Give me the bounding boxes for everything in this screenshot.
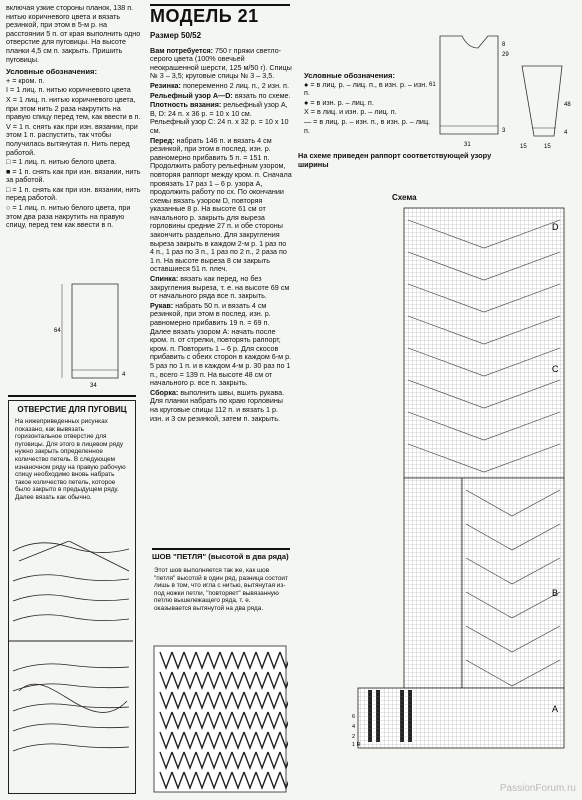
back-text: вязать как перед, но без закругления выреза, т. е. на высоте 69 см от начального ряда все п. закрыть. <box>150 274 290 301</box>
dim-front-neck: 8 <box>502 42 506 48</box>
buttonhole-box <box>8 400 136 794</box>
assembly-text: выполнить швы, вшить рукава. Для планки набрать по краю горловины на круговые спицы 112 п. и вязать 1 р. изн. и 3 см резинкой, затем п. закрыть. <box>150 387 285 423</box>
rib-label: Резинка: <box>150 80 181 90</box>
dim-sleeve-rib: 4 <box>564 130 568 136</box>
legend-item: + = кром. п. <box>6 75 45 85</box>
middle-column <box>150 6 292 424</box>
row-number: 2 <box>352 734 356 740</box>
chart-note: На схеме приведен раппорт соответствующей узору ширины <box>298 151 492 169</box>
divider <box>152 548 290 550</box>
knitting-chart <box>352 200 574 760</box>
legend-item: X = 1 лиц. п. нитью коричневого цвета, при этом нить 2 раза накрутить на правую спицу перед тем, как ввести в п. <box>6 94 141 122</box>
legend-item: ■ = 1 п. снять как при изн. вязании, нить за работой. <box>6 166 141 185</box>
assembly-label: Сборка: <box>150 387 179 397</box>
chart-label-a: A <box>552 704 559 714</box>
buttonhole-text: На нижеприведенных рисунках показано, как вывязать горизонтальное отверстие для пуговицы. Для этого в лицевом ряду нужно закрыть определенное количество петель. В следующем изнаночном ряду на правую рабочую спицу необходимо вновь набрать такое количество петель, которое было закрыто в предыдущем ряду. Далее вязать как обычно. <box>15 418 126 501</box>
needs-text: 750 г пряжи светло-серого цвета (100% овечьей неокрашенной шерсти, 125 м/50 г). Спицы № 3 – 3,5; круговые спицы № 3 – 3,5. <box>150 45 292 81</box>
relief-label: Рельефный узор А—D: <box>150 90 233 100</box>
row-number: 4 <box>352 724 356 730</box>
relief-text: вязать по схеме. <box>234 90 291 100</box>
dim-front-width: 31 <box>464 142 471 148</box>
legend-item: I = 1 лиц. п. нитью коричневого цвета <box>6 85 131 95</box>
legend2-item: ● = в изн. р. – лиц. п. <box>304 97 374 107</box>
loop-stitch-illustration <box>152 644 288 794</box>
back-schematic <box>52 280 132 390</box>
left-column <box>6 4 142 231</box>
density-text: рельефный узор A, B, D: 24 п. х 36 р. = 10 х 10 см. Рельефный узор С: 24 п. х 32 р. = 10 х 10 см. <box>150 100 289 135</box>
legend2-item: X = в лиц. и изн. р. – лиц. п. <box>304 107 397 117</box>
row-number: 1 R <box>352 742 361 748</box>
chart-label-c: C <box>552 364 559 374</box>
front-schematic <box>428 26 518 156</box>
sleeve-label: Рукав: <box>150 300 174 310</box>
buttonhole-illustration <box>9 541 133 791</box>
diagram-caption: Схема <box>392 193 417 202</box>
sleeve-schematic <box>514 26 582 156</box>
legend-item: V = 1 п. снять как при изн. вязании, при этом 1 п. распустить, так чтобы получилась вытянутая п. Нить перед работой. <box>6 121 138 157</box>
legend-title: Условные обозначения: <box>6 67 98 77</box>
row-number: 6 <box>352 714 356 720</box>
density-label: Плотность вязания: <box>150 100 222 110</box>
front-text: набрать 146 п. и вязать 4 см резинкой, при этом в послед. изн. р. равномерно прибавить 5 п. = 151 п. Продолжить работу рельефным узором, повторяя раппорт между кром. п. Сначала провязать 17 раз 1 – 6 р. узора А, продолжить работу по сх. По окончании схемы вязать узором D, повторяя указанные 8 р. На высоте 61 см от начального р. закрыть для выреза горловины средние 27 п. и обе стороны закончить раздельно. Для закругления выреза закрыть в каждом 2-м р. 1 раз по 4 п., 1 раз по 3 п., 1 раз по 2 п., 2 раза по 1 п. На высоте выреза 8 см закрыть оставшиеся 51 п. плеч. <box>150 135 292 274</box>
intro-text: включая узкие стороны планок, 138 п. нитью коричневого цвета и вязать резинкой, при этом в 5-м р. на расстоянии 5 п. от края выполнить одно отверстие для пуговицы. На высоте планки 4,5 см п. закрыть. Пришить пуговицы. <box>6 3 141 64</box>
front-label: Перед: <box>150 135 175 145</box>
dim-front-height: 61 <box>429 82 436 88</box>
loop-stitch-box <box>152 552 290 792</box>
rib-text: попеременно 2 лиц. п., 2 изн. п. <box>182 80 289 90</box>
dim-sleeve-top: 15 <box>520 144 527 150</box>
size-label: Размер 50/52 <box>150 31 202 40</box>
dim-front-top: 29 <box>502 52 509 58</box>
legend2-item: ● = в лиц. р. – лиц. п., в изн. р. – изн. п. <box>304 79 428 98</box>
footer-watermark: PassionForum.ru <box>499 783 576 794</box>
sleeve-text: набрать 50 п. и вязать 4 см резинкой, при этом в послед. изн. р. равномерно прибавить 19 п. = 69 п. Далее вязать узором А: начать после кром. п. от стрелки, повторять раппорт, кром. п. Повторить 1 – 6 р. Для скосов прибавить с обеих сторон в каждом 6-м р. 5 раз по 1 п. и в каждом 4-м р. 30 раз по 1 п., всего = 139 п. На высоте 48 см от начального р. все п. закрыть. <box>150 300 292 388</box>
back-label: Спинка: <box>150 274 179 284</box>
legend2-item: — = в лиц. р. – изн. п., в изн. р. – лиц. п. <box>304 116 431 135</box>
model-title: МОДЕЛЬ 21 <box>150 6 259 26</box>
legend2-title: Условные обозначения: <box>304 71 396 80</box>
chart-label-b: B <box>552 588 559 598</box>
buttonhole-title: ОТВЕРСТИЕ ДЛЯ ПУГОВИЦ <box>17 405 127 414</box>
dim-front-rib: 3 <box>502 128 506 134</box>
legend-item: □ = 1 лиц. п. нитью белого цвета. <box>6 157 117 167</box>
legend-item: ○ = 1 лиц. п. нитью белого цвета, при этом два раза накрутить на правую спицу, перед тем как ввести в п. <box>6 203 131 230</box>
dim-rib: 4 <box>122 372 126 378</box>
dim-sleeve-bottom: 15 <box>544 144 551 150</box>
needs-label: Вам потребуется: <box>150 45 214 55</box>
divider <box>8 395 136 397</box>
dim-sleeve-height: 48 <box>564 102 571 108</box>
loop-stitch-title: ШОВ "ПЕТЛЯ" (высотой в два ряда) <box>152 552 289 561</box>
legend-item: □ = 1 п. снять как при изн. вязании, нить перед работой. <box>6 184 141 203</box>
chart-label-d: D <box>552 222 559 232</box>
dim-width: 34 <box>90 383 97 389</box>
dim-height: 64 <box>54 328 61 334</box>
loop-stitch-text: Этот шов выполняется так же, как шов "петля" высотой в один ряд, разница состоит лишь в том, что игла с нитью, вытянутая из-под ножки петли, "повторяет" вывязанную петлю вышележащего ряда, т. е. оказывается вытянутой на два ряда. <box>154 567 288 612</box>
